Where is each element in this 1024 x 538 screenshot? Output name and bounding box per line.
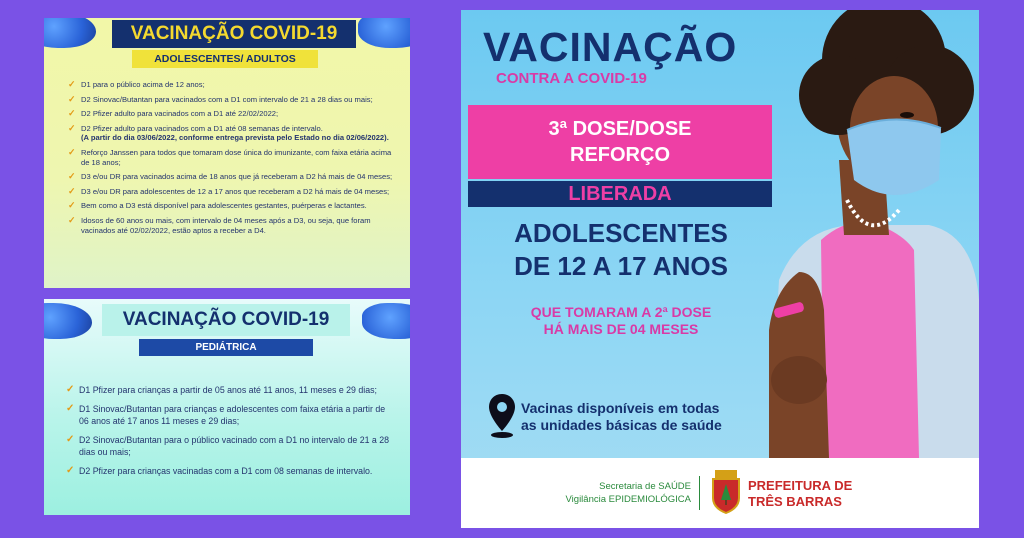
audience-line-2: DE 12 A 17 ANOS: [514, 251, 728, 281]
vaccine-line-1: Vacinas disponíveis em todas: [521, 400, 720, 416]
rule-item: [66, 434, 396, 459]
checkmark-icon: ✓: [68, 146, 76, 157]
rule-text: D1 Pfizer para crianças a partir de 05 anos até 11 anos, 11 meses e 29 dias;: [79, 385, 377, 395]
checkmark-icon: ✓: [68, 214, 76, 225]
rule-item: [66, 465, 396, 478]
rule-item: [66, 403, 396, 428]
city-hall-line-1: PREFEITURA DE: [748, 478, 853, 493]
checkmark-icon: ✓: [68, 79, 76, 89]
rule-text: D3 e/ou DR para adolescentes de 12 a 17 anos que receberam a D2 há mais de 04 meses;: [81, 186, 390, 196]
footer-divider: [699, 476, 700, 510]
checkmark-icon: ✓: [68, 93, 76, 104]
checkmark-icon: ✓: [68, 200, 76, 211]
rule-item: [68, 95, 398, 105]
rule-item: [68, 172, 398, 182]
rule-text: Bem como a D3 está disponível para adolescentes gestantes, puérperas e lactantes.: [81, 201, 367, 211]
location-pin-icon: [487, 393, 517, 439]
rule-note: (A partir do dia 03/06/2022, conforme entrega prevista pelo Estado no dia 02/06/2022).: [81, 133, 389, 143]
rule-text: D2 Pfizer adulto para vacinados com a D1 até 08 semanas de intervalo.: [81, 123, 323, 133]
dose-banner: [468, 105, 772, 179]
checkmark-icon: ✓: [66, 384, 75, 395]
rule-item: [66, 384, 396, 397]
pediatric-card-subtitle: PEDIÁTRICA: [139, 339, 313, 356]
rule-text: D2 Pfizer adulto para vacinados com a D1 até 22/02/2022;: [81, 109, 279, 119]
rule-item: [68, 109, 398, 119]
vaccine-availability-text: [521, 400, 751, 434]
dose-label: 3ª DOSE/DOSE REFORÇO: [548, 118, 692, 166]
rule-text: D3 e/ou DR para vacinados acima de 18 anos que já receberam a D2 há mais de 04 meses;: [81, 172, 393, 182]
rule-text: D1 Sinovac/Butantan para crianças e adolescentes com faixa etária a partir de 06 anos até 17 anos 11 meses e 29 dias;: [79, 403, 386, 426]
department-line-1: Secretaria de SAÚDE: [599, 481, 691, 492]
pediatric-vaccination-card: [44, 299, 410, 515]
checkmark-icon: ✓: [66, 464, 75, 476]
checkmark-icon: ✓: [66, 433, 75, 445]
checkmark-icon: ✓: [68, 122, 76, 133]
booster-poster: [461, 10, 979, 528]
blue-glove-right-icon: [358, 18, 410, 48]
city-crest-icon: [709, 470, 743, 514]
rule-item: [68, 216, 398, 235]
rule-text: D2 Pfizer para crianças vacinadas com a D1 com 08 semanas de intervalo.: [79, 465, 373, 476]
condition-text: [476, 304, 766, 338]
rule-item: [68, 187, 398, 197]
checkmark-icon: ✓: [68, 108, 76, 119]
blue-glove-left-icon: [44, 303, 92, 339]
rule-text: D2 Sinovac/Butantan para o público vacinado com a D1 no intervalo de 21 a 28 dias ou mais;: [79, 434, 390, 457]
condition-line-2: HÁ MAIS DE 04 MESES: [543, 321, 699, 337]
pediatric-rules-list: [66, 384, 396, 483]
rule-item: [68, 124, 398, 143]
vaccine-line-2: as unidades básicas de saúde: [521, 417, 722, 433]
adult-vaccination-card: [44, 18, 410, 288]
condition-line-1: QUE TOMARAM A 2ª DOSE: [530, 304, 712, 320]
rule-item: [68, 201, 398, 211]
checkmark-icon: ✓: [66, 402, 75, 414]
adult-card-subtitle: ADOLESCENTES/ ADULTOS: [132, 50, 318, 68]
rule-item: [68, 148, 398, 167]
poster-title: VACINAÇÃO: [483, 24, 738, 70]
checkmark-icon: ✓: [68, 171, 76, 182]
adult-card-title: VACINAÇÃO COVID-19: [112, 20, 356, 48]
poster-subtitle: CONTRA A COVID-19: [496, 70, 647, 87]
rule-text: D2 Sinovac/Butantan para vacinados com a D1 com intervalo de 21 a 28 dias ou mais;: [81, 94, 373, 104]
city-hall-line-2: TRÊS BARRAS: [748, 494, 842, 509]
rule-item: [68, 80, 398, 90]
audience-text: [471, 217, 771, 283]
adult-rules-list: [68, 80, 398, 240]
blue-glove-left-icon: [44, 18, 96, 48]
status-banner: LIBERADA: [468, 181, 772, 207]
rule-text: Idosos de 60 anos ou mais, com intervalo de 04 meses após a D3, ou seja, que foram vacinados até 02/02/2022, estão aptos a receber a D4.: [81, 215, 371, 235]
poster-footer: [461, 458, 979, 528]
rule-text: Reforço Janssen para todos que tomaram dose única do imunizante, com faixa etária acima de 18 anos;: [81, 147, 392, 167]
checkmark-icon: ✓: [68, 185, 76, 196]
rule-text: D1 para o público acima de 12 anos;: [81, 80, 205, 89]
blue-glove-right-icon: [362, 303, 410, 339]
pediatric-card-title: VACINAÇÃO COVID-19: [102, 304, 350, 336]
audience-line-1: ADOLESCENTES: [514, 218, 728, 248]
department-line-2: Vigilância EPIDEMIOLÓGICA: [565, 494, 691, 505]
